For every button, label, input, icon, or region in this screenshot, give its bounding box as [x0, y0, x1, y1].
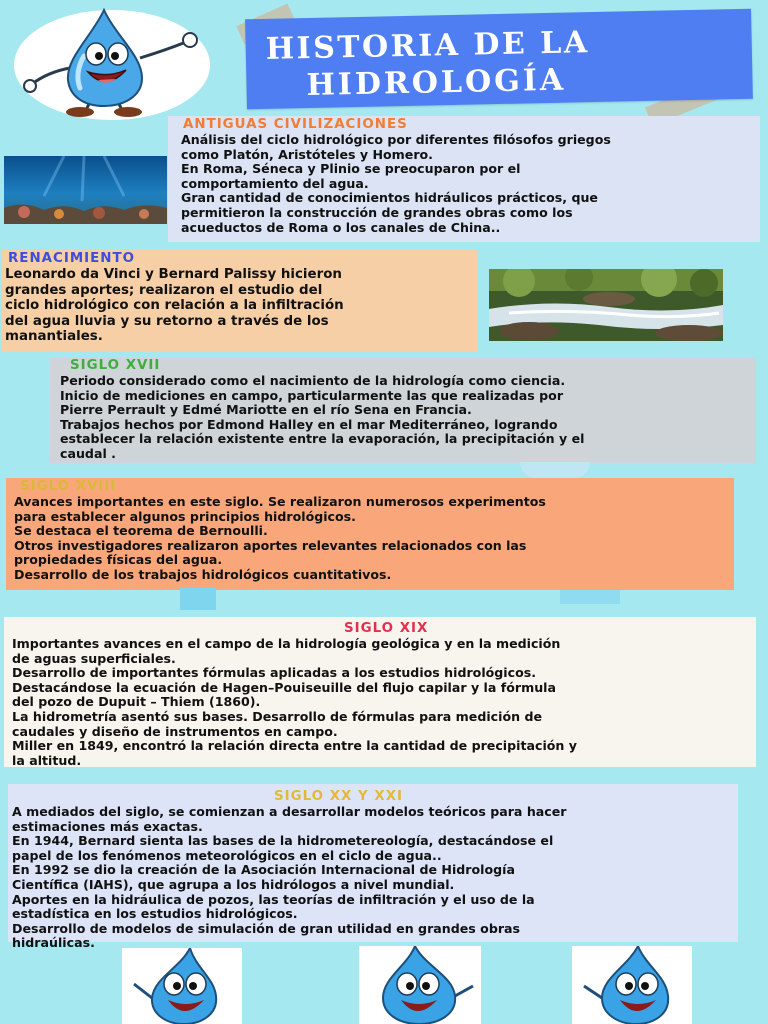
- text-line: la altitud.: [12, 752, 82, 768]
- text-line: Desarrollo de los trabajos hidrológicos cuantitativos.: [14, 566, 392, 582]
- section-xx-heading: SIGLO XX Y XXI: [274, 789, 404, 804]
- section-xix-text: [12, 637, 577, 768]
- text-line: Periodo considerado como el nacimiento de la hidrología como ciencia.: [60, 373, 566, 388]
- text-line: Análisis del ciclo hidrológico por diferentes filósofos griegos: [181, 132, 611, 147]
- text-line: hidraúlicas.: [12, 935, 95, 951]
- text-line: Desarrollo de importantes fórmulas aplicadas a los estudios hidrológicos.: [12, 665, 537, 681]
- text-line: estadística en los estudios hidrológicos.: [12, 906, 298, 922]
- text-line: Desarrollo de modelos de simulación de gran utilidad en grandes obras: [12, 920, 521, 936]
- text-line: del pozo de Dupuit – Thiem (1860).: [12, 694, 261, 710]
- text-line: La hidrometría asentó sus bases. Desarrollo de fórmulas para medición de: [12, 708, 543, 724]
- text-line: comportamiento del agua.: [181, 175, 369, 191]
- text-line: papel de los fenómenos meteorológicos en el ciclo de agua..: [12, 847, 442, 863]
- text-line: Gran cantidad de conocimientos hidráulicos prácticos, que: [181, 190, 598, 206]
- text-line: En 1944, Bernard sienta las bases de la hidrometereología, destacándose el: [12, 833, 554, 849]
- section-antiguas-text: [181, 133, 611, 235]
- text-line: Trabajos hechos por Edmond Halley en el mar Mediterráneo, logrando: [60, 416, 558, 432]
- river-stream-photo: [489, 269, 723, 341]
- text-line: establecer la relación existente entre la evaporación, la precipitación y el: [60, 431, 585, 447]
- text-line: caudal .: [60, 445, 116, 461]
- water-drop-mascot-icon: [574, 946, 690, 1024]
- water-shape-decoration: [520, 462, 590, 478]
- text-line: del agua lluvia y su retorno a través de los: [5, 313, 329, 329]
- section-antiguas-heading: ANTIGUAS CIVILIZACIONES: [183, 117, 408, 132]
- text-line: acueductos de Roma o los canales de China..: [181, 219, 501, 235]
- section-xvii-heading: SIGLO XVII: [70, 358, 161, 373]
- text-line: En 1992 se dio la creación de la Asociación Internacional de Hidrología: [12, 862, 515, 878]
- text-line: Se destaca el teorema de Bernoulli.: [14, 523, 268, 539]
- text-line: para establecer algunos principios hidrológicos.: [14, 508, 356, 524]
- text-line: Inicio de mediciones en campo, particularmente las que realizadas por: [60, 387, 564, 403]
- text-line: Importantes avances en el campo de la hidrología geológica y en la medición: [12, 636, 561, 651]
- text-line: A mediados del siglo, se comienzan a desarrollar modelos teóricos para hacer: [12, 804, 567, 819]
- page-title-line1: HISTORIA DE LA: [265, 25, 590, 67]
- text-line: Científica (IAHS), que agrupa a los hidrólogos a nivel mundial.: [12, 876, 455, 892]
- text-line: de aguas superficiales.: [12, 650, 176, 666]
- text-line: grandes aportes; realizaron el estudio del: [5, 282, 323, 298]
- section-xviii-heading: SIGLO XVIII: [20, 479, 117, 494]
- text-line: En Roma, Séneca y Plinio se preocuparon por el: [181, 161, 521, 177]
- water-splash-decoration: [560, 590, 620, 604]
- text-line: como Platón, Aristóteles y Homero.: [181, 146, 433, 162]
- section-renacimiento-text: [5, 267, 344, 345]
- title-banner: [245, 9, 753, 110]
- text-line: Leonardo da Vinci y Bernard Palissy hicieron: [5, 267, 342, 282]
- text-line: manantiales.: [5, 329, 103, 344]
- text-line: Aportes en la hidráulica de pozos, las teorías de infiltración y el uso de la: [12, 891, 535, 907]
- text-line: Destacándose la ecuación de Hagen–Pouiseuille del flujo capilar y la fórmula: [12, 679, 556, 695]
- section-renacimiento-heading: RENACIMIENTO: [8, 251, 136, 266]
- text-line: Miller en 1849, encontró la relación directa entre la cantidad de precipitación y: [12, 738, 577, 754]
- water-splash-decoration: [180, 588, 216, 610]
- water-drop-mascot-icon: [361, 946, 479, 1024]
- text-line: Avances importantes en este siglo. Se realizaron numerosos experimentos: [14, 494, 546, 509]
- page-title-line2: HIDROLOGÍA: [306, 62, 567, 104]
- water-drop-mascot-icon: [124, 948, 240, 1024]
- water-drop-mascot-icon: [18, 6, 208, 118]
- ocean-reef-photo: [4, 156, 167, 224]
- section-xviii-text: [14, 495, 546, 583]
- section-xix-heading: SIGLO XIX: [344, 621, 429, 636]
- section-xx-text: [12, 805, 567, 951]
- text-line: permitieron la construcción de grandes obras como los: [181, 204, 573, 220]
- text-line: Otros investigadores realizaron aportes relevantes relacionados con las: [14, 537, 527, 553]
- text-line: caudales y diseño de instrumentos en campo.: [12, 723, 338, 739]
- section-xvii-text: [60, 374, 584, 462]
- text-line: Pierre Perrault y Edmé Mariotte en el río Sena en Francia.: [60, 402, 472, 418]
- text-line: ciclo hidrológico con relación a la infiltración: [5, 298, 344, 313]
- text-line: estimaciones más exactas.: [12, 818, 203, 834]
- text-line: propiedades físicas del agua.: [14, 552, 223, 568]
